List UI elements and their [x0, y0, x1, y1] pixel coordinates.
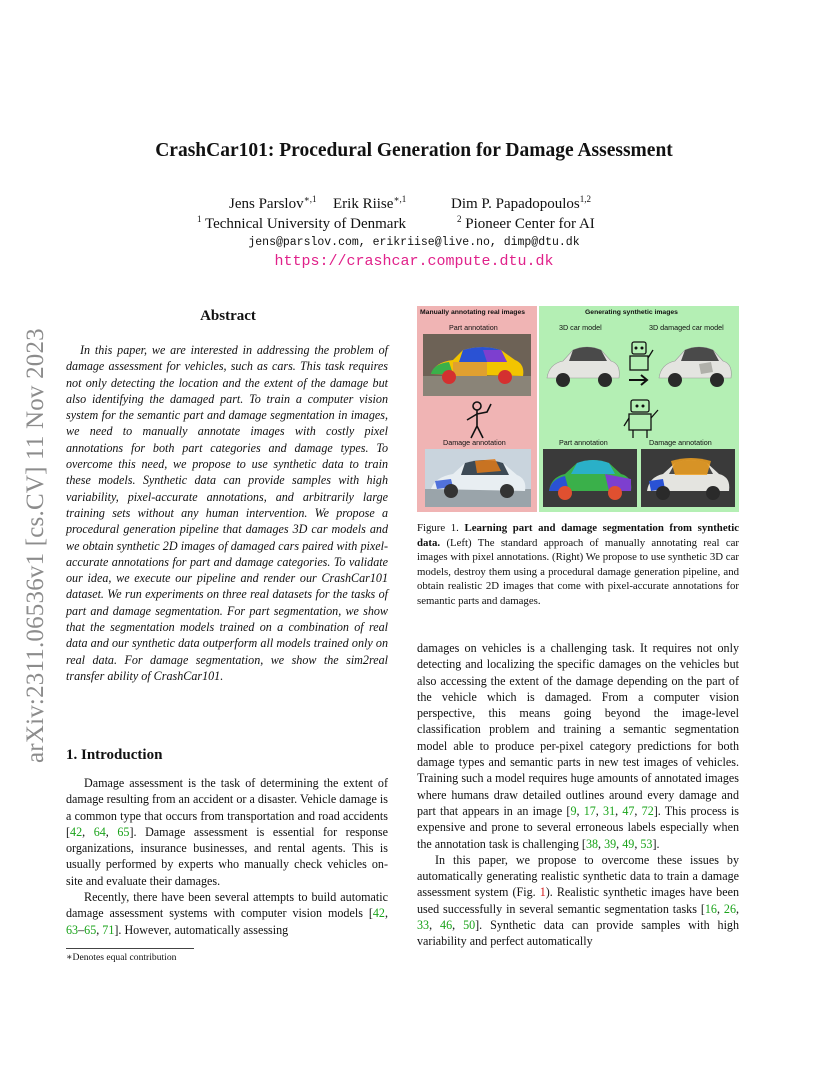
citation-link[interactable]: 31 [603, 803, 616, 818]
figure-left-header: Manually annotating real images [420, 309, 525, 316]
intro-paragraph-2: Recently, there have been several attempts to build automatic damage assessment systems with computer vision models [42, 63–65, 71]. However, automatically assessing [66, 890, 388, 937]
synthetic-car-model-image [543, 334, 623, 396]
intro-paragraph-1: Damage assessment is the task of determining the extent of damage resulting from an accident or a disaster. Vehicle damage is a common type that occurs from transportation and road accidents [42, 64, 65]. Damage assessment is essential for response organizations, insurance businesses, and rental agents. This is usually performed by experts who manually check vehicles on-site and evaluate their damages. [66, 776, 388, 888]
citation-link[interactable]: 46 [440, 918, 453, 933]
robot-annotator-icon [621, 396, 661, 440]
synthetic-damaged-car-image [655, 334, 735, 396]
abstract-text: In this paper, we are interested in addressing the problem of damage assessment for vehicles, such as cars. This task requires not only detecting the location and the extent of the damage but also identifying the damaged part. To train a computer vision system for the semantic part and damage segmentation in images, we need to manually annotate images with costly pixel annotations for both part categories and damage types. To overcome this need, we propose to use synthetic data to train these models. Synthetic data can provide samples with high variability, pixel-accurate annotations, and arbitrarily large training sets without any human intervention. We propose a procedural generation pipeline that damages 3D car models and we obtain synthetic 2D images of damaged cars paired with pixel-accurate annotations for part and damage categories. To validate our idea, we execute our pipeline and render our CrashCar101 dataset. We run experiments on three real datasets for the tasks of part and damage segmentation. For part segmentation, we show that the segmentation models trained on a combination of real data and our synthetic data outperform all models trained only on real data. For damage segmentation, we show the sim2real transfer ability of CrashCar101. [66, 343, 388, 683]
citation-link[interactable]: 42 [70, 824, 83, 839]
author-3: Dim P. Papadopoulos$^{1,2}$ [451, 194, 592, 212]
right-column-body [417, 640, 739, 950]
citation-link[interactable]: 64 [93, 824, 106, 839]
author-emails: jens@parslov.com, erikriise@live.no, dimp@dtu.dk [248, 236, 580, 249]
citation-link[interactable]: 47 [622, 803, 635, 818]
synthetic-damage-annotation-image [641, 449, 735, 507]
figure-label-3d-damaged-car-model: 3D damaged car model [649, 323, 724, 332]
citation-link[interactable]: 65 [84, 922, 97, 937]
figure-1 [417, 306, 739, 512]
citation-link[interactable]: 72 [641, 803, 654, 818]
robot-generator-icon [625, 336, 655, 396]
figure-label-part-annotation: Part annotation [449, 323, 498, 332]
citation-link[interactable]: 17 [583, 803, 596, 818]
figure-label-3d-car-model: 3D car model [559, 323, 602, 332]
paper-title: CrashCar101: Procedural Generation for Damage Assessment [155, 140, 673, 161]
author-1: Jens Parslov$^{∗,1}$ [229, 194, 317, 212]
footnote-rule [66, 948, 194, 949]
citation-link[interactable]: 9 [570, 803, 577, 818]
right-paragraph-1: damages on vehicles is a challenging task. It requires not only detecting and localizing the specific damages on the vehicles but also accessing the extent of the damage depending on the part of the vehicle which is damaged. From a computer vision perspective, this means going beyond the image-level classification problem and training a semantic segmentation model able to produce per-pixel category predictions for both damage types and semantic parts in new test images of vehicles. Training such a model requires huge amounts of annotated images where humans draw detailed outlines around every damage and part that appears in an image [9, 17, 31, 47, 72]. This process is expensive and prone to several erroneous labels especially when the annotation task is challenging [38, 39, 49, 53]. [417, 641, 739, 851]
citation-link[interactable]: 42 [372, 906, 385, 921]
citation-link[interactable]: 49 [622, 836, 635, 851]
footnote: ∗Denotes equal contribution [66, 952, 177, 963]
citation-link[interactable]: 71 [102, 922, 115, 937]
synthetic-part-annotation-image [543, 449, 637, 507]
arxiv-id: arXiv:2311.06536v1 [cs.CV] 11 Nov 2023 [22, 328, 49, 763]
citation-link[interactable]: 26 [723, 901, 736, 916]
figure-label-part-annotation-synthetic: Part annotation [559, 438, 608, 447]
citation-link[interactable]: 65 [117, 824, 130, 839]
figure-ref-link[interactable]: 1 [539, 885, 546, 900]
citation-link[interactable]: 63 [66, 922, 79, 937]
citation-link[interactable]: 39 [604, 836, 617, 851]
figure-label-damage-annotation: Damage annotation [443, 438, 506, 447]
affiliation-1: $^1$ Technical University of Denmark [197, 214, 406, 232]
introduction-body [66, 775, 388, 938]
real-car-damage-annotation-image [425, 449, 531, 507]
abstract-heading: Abstract [200, 308, 256, 324]
affiliation-2: $^2$ Pioneer Center for AI [457, 214, 595, 232]
human-annotator-icon [453, 400, 501, 440]
figure-right-panel [539, 306, 739, 512]
citation-link[interactable]: 33 [417, 918, 430, 933]
right-paragraph-2: In this paper, we propose to overcome these issues by automatically generating realistic synthetic data to train a damage assessment system (Fig. 1). Realistic synthetic images have been used successfully in several semantic segmentation tasks [16, 26, 33, 46, 50]. Synthetic data can provide samples with high variability and perfect automatically [417, 852, 740, 949]
citation-link[interactable]: 38 [585, 836, 599, 851]
citation-link[interactable]: 16 [704, 901, 717, 916]
introduction-heading: 1. Introduction [66, 747, 163, 763]
project-url[interactable]: https://crashcar.compute.dtu.dk [274, 253, 554, 270]
figure-left-panel [417, 306, 537, 512]
citation-link[interactable]: 53 [640, 836, 653, 851]
author-2: Erik Riise$^{∗,1}$ [333, 194, 407, 212]
figure-label-damage-annotation-synthetic: Damage annotation [649, 438, 712, 447]
figure-1-caption: Figure 1. Learning part and damage segmentation from synthetic data. (Left) The standard approach of manually annotating real car images with pixel annotations. (Right) We propose to use synthetic 3D car models, destroy them using a procedural damage generation pipeline, and obtain realistic 2D images that come with pixel-accurate annotations for semantic parts and damages. [417, 522, 740, 607]
real-car-part-annotation-image [423, 334, 531, 396]
arxiv-stamp [14, 268, 58, 763]
figure-right-header: Generating synthetic images [585, 309, 678, 316]
citation-link[interactable]: 50 [463, 918, 476, 933]
